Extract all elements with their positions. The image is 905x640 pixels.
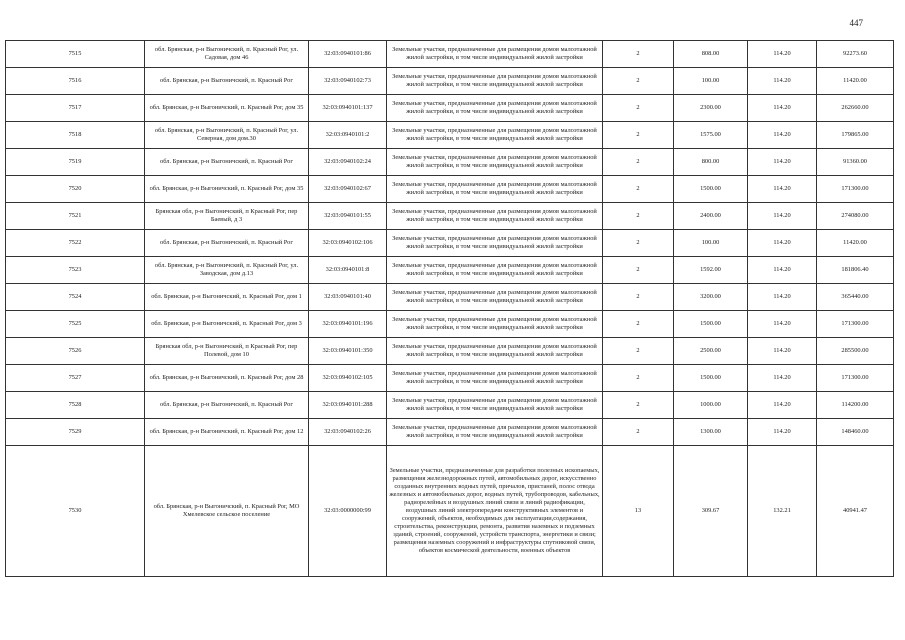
row-number-cell: 7529 xyxy=(6,419,145,446)
land-use-cell: Земельные участки, предназначенные для размещения домов малоэтажной жилой застройки, в том числе индивидуальной жилой застройки xyxy=(387,419,603,446)
area-cell: 309.67 xyxy=(674,446,748,577)
land-use-cell: Земельные участки, предназначенные для размещения домов малоэтажной жилой застройки, в том числе индивидуальной жилой застройки xyxy=(387,257,603,284)
cadastral-value-cell: 179865.00 xyxy=(817,122,894,149)
cadastral-value-cell: 285500.00 xyxy=(817,338,894,365)
specific-value-cell: 114.20 xyxy=(748,230,817,257)
land-use-cell: Земельные участки, предназначенные для размещения домов малоэтажной жилой застройки, в том числе индивидуальной жилой застройки xyxy=(387,365,603,392)
cadastral-number-cell: 32:03:0940101:55 xyxy=(309,203,387,230)
row-number-cell: 7522 xyxy=(6,230,145,257)
cadastral-number-cell: 32:03:0940101:196 xyxy=(309,311,387,338)
address-cell: обл. Брянская, р-н Выгоничский, п. Красный Рог, дом 3 xyxy=(145,311,309,338)
table-row xyxy=(6,203,894,230)
cadastral-value-cell: 171300.00 xyxy=(817,311,894,338)
cadastral-number-cell: 32:03:0940102:106 xyxy=(309,230,387,257)
specific-value-cell: 114.20 xyxy=(748,338,817,365)
group-code-cell: 2 xyxy=(603,338,674,365)
cadastral-value-cell: 274080.00 xyxy=(817,203,894,230)
group-code-cell: 2 xyxy=(603,41,674,68)
address-cell: обл. Брянская, р-н Выгоничский, п. Красный Рог, дом 35 xyxy=(145,95,309,122)
row-number-cell: 7527 xyxy=(6,365,145,392)
address-cell: Брянская обл, р-н Выгоничский, п Красный Рог, пер Полевой, дом 10 xyxy=(145,338,309,365)
group-code-cell: 2 xyxy=(603,284,674,311)
row-number-cell: 7528 xyxy=(6,392,145,419)
address-cell: обл. Брянская, р-н Выгоничский, п. Красный Рог, МО Хмелевское сельское поселение xyxy=(145,446,309,577)
cadastral-number-cell: 32:03:0940101:288 xyxy=(309,392,387,419)
table-row xyxy=(6,95,894,122)
land-use-cell: Земельные участки, предназначенные для размещения домов малоэтажной жилой застройки, в том числе индивидуальной жилой застройки xyxy=(387,68,603,95)
land-use-cell: Земельные участки, предназначенные для размещения домов малоэтажной жилой застройки, в том числе индивидуальной жилой застройки xyxy=(387,230,603,257)
specific-value-cell: 132.21 xyxy=(748,446,817,577)
cadastral-value-cell: 181806.40 xyxy=(817,257,894,284)
cadastral-number-cell: 32:03:0940101:2 xyxy=(309,122,387,149)
cadastral-number-cell: 32:03:0940101:8 xyxy=(309,257,387,284)
group-code-cell: 2 xyxy=(603,122,674,149)
table-row xyxy=(6,338,894,365)
land-use-cell: Земельные участки, предназначенные для размещения домов малоэтажной жилой застройки, в том числе индивидуальной жилой застройки xyxy=(387,176,603,203)
table-row xyxy=(6,68,894,95)
group-code-cell: 2 xyxy=(603,68,674,95)
specific-value-cell: 114.20 xyxy=(748,41,817,68)
row-number-cell: 7516 xyxy=(6,68,145,95)
area-cell: 800.00 xyxy=(674,149,748,176)
cadastral-value-table xyxy=(5,40,894,577)
group-code-cell: 2 xyxy=(603,419,674,446)
row-number-cell: 7518 xyxy=(6,122,145,149)
area-cell: 1575.00 xyxy=(674,122,748,149)
area-cell: 100.00 xyxy=(674,230,748,257)
group-code-cell: 2 xyxy=(603,176,674,203)
cadastral-number-cell: 32:03:0000000:99 xyxy=(309,446,387,577)
specific-value-cell: 114.20 xyxy=(748,176,817,203)
area-cell: 2500.00 xyxy=(674,338,748,365)
address-cell: обл. Брянская, р-н Выгоничский, п. Красный Рог, дом 12 xyxy=(145,419,309,446)
area-cell: 1500.00 xyxy=(674,311,748,338)
address-cell: обл. Брянская, р-н Выгоничский, п. Красный Рог xyxy=(145,149,309,176)
area-cell: 808.00 xyxy=(674,41,748,68)
area-cell: 1592.00 xyxy=(674,257,748,284)
land-use-cell: Земельные участки, предназначенные для размещения домов малоэтажной жилой застройки, в том числе индивидуальной жилой застройки xyxy=(387,311,603,338)
table-row xyxy=(6,176,894,203)
row-number-cell: 7526 xyxy=(6,338,145,365)
cadastral-number-cell: 32:03:0940101:137 xyxy=(309,95,387,122)
cadastral-number-cell: 32:03:0940101:40 xyxy=(309,284,387,311)
group-code-cell: 2 xyxy=(603,203,674,230)
table-row xyxy=(6,230,894,257)
cadastral-value-cell: 365440.00 xyxy=(817,284,894,311)
land-use-cell: Земельные участки, предназначенные для размещения домов малоэтажной жилой застройки, в том числе индивидуальной жилой застройки xyxy=(387,41,603,68)
table-row xyxy=(6,392,894,419)
table-body xyxy=(6,41,894,577)
group-code-cell: 2 xyxy=(603,230,674,257)
specific-value-cell: 114.20 xyxy=(748,257,817,284)
land-use-cell: Земельные участки, предназначенные для разработки полезных ископаемых, размещения железнодорожных путей, автомобильных дорог, искусственно созданных внутренних водных путей, причалов, пристаней, полос отвода железных и автомобильных дорог, водных путей, трубопроводов, кабельных, радиорелейных и воздушных линий связи и линий радиофикации, воздушных линий электропередачи конструктивных элементов и сооружений, объектов, необходимых для эксплуатации,содержания, строительства, реконструкции, ремонта, развития наземных и подземных зданий, строений, сооружений, устройств транспорта, энергетики и связи; размещения наземных сооружений и инфраструктуры спутниковой связи, объектов космической деятельности, военных объектов xyxy=(387,446,603,577)
cadastral-number-cell: 32:03:0940102:67 xyxy=(309,176,387,203)
table-row xyxy=(6,419,894,446)
specific-value-cell: 114.20 xyxy=(748,122,817,149)
row-number-cell: 7521 xyxy=(6,203,145,230)
row-number-cell: 7530 xyxy=(6,446,145,577)
row-number-cell: 7519 xyxy=(6,149,145,176)
cadastral-value-cell: 91360.00 xyxy=(817,149,894,176)
row-number-cell: 7517 xyxy=(6,95,145,122)
address-cell: обл. Брянская, р-н Выгоничский, п. Красный Рог xyxy=(145,68,309,95)
cadastral-number-cell: 32:03:0940101:86 xyxy=(309,41,387,68)
land-use-cell: Земельные участки, предназначенные для размещения домов малоэтажной жилой застройки, в том числе индивидуальной жилой застройки xyxy=(387,338,603,365)
cadastral-number-cell: 32:03:0940102:24 xyxy=(309,149,387,176)
cadastral-number-cell: 32:03:0940102:105 xyxy=(309,365,387,392)
address-cell: обл. Брянская, р-н Выгоничский, п. Красный Рог, ул. Садовая, дом 46 xyxy=(145,41,309,68)
cadastral-value-cell: 11420.00 xyxy=(817,230,894,257)
group-code-cell: 2 xyxy=(603,365,674,392)
area-cell: 2400.00 xyxy=(674,203,748,230)
table-row xyxy=(6,365,894,392)
specific-value-cell: 114.20 xyxy=(748,95,817,122)
address-cell: обл. Брянская, р-н Выгоничский, п. Красный Рог xyxy=(145,392,309,419)
cadastral-value-cell: 171300.00 xyxy=(817,365,894,392)
land-use-cell: Земельные участки, предназначенные для размещения домов малоэтажной жилой застройки, в том числе индивидуальной жилой застройки xyxy=(387,203,603,230)
table-row xyxy=(6,284,894,311)
address-cell: обл. Брянская, р-н Выгоничский, п. Красный Рог xyxy=(145,230,309,257)
specific-value-cell: 114.20 xyxy=(748,284,817,311)
group-code-cell: 2 xyxy=(603,149,674,176)
address-cell: обл. Брянская, р-н Выгоничский, п. Красный Рог, дом 35 xyxy=(145,176,309,203)
area-cell: 1300.00 xyxy=(674,419,748,446)
cadastral-number-cell: 32:03:0940102:26 xyxy=(309,419,387,446)
address-cell: обл. Брянская, р-н Выгоничский, п. Красный Рог, ул. Северная, дом дом.30 xyxy=(145,122,309,149)
row-number-cell: 7524 xyxy=(6,284,145,311)
area-cell: 2300.00 xyxy=(674,95,748,122)
cadastral-value-cell: 148460.00 xyxy=(817,419,894,446)
area-cell: 1000.00 xyxy=(674,392,748,419)
page-number: 447 xyxy=(849,18,863,28)
table-row xyxy=(6,311,894,338)
row-number-cell: 7515 xyxy=(6,41,145,68)
specific-value-cell: 114.20 xyxy=(748,149,817,176)
land-use-cell: Земельные участки, предназначенные для размещения домов малоэтажной жилой застройки, в том числе индивидуальной жилой застройки xyxy=(387,284,603,311)
table-row xyxy=(6,446,894,577)
area-cell: 1500.00 xyxy=(674,176,748,203)
cadastral-number-cell: 32:03:0940102:73 xyxy=(309,68,387,95)
specific-value-cell: 114.20 xyxy=(748,392,817,419)
cadastral-value-cell: 171300.00 xyxy=(817,176,894,203)
area-cell: 1500.00 xyxy=(674,365,748,392)
land-use-cell: Земельные участки, предназначенные для размещения домов малоэтажной жилой застройки, в том числе индивидуальной жилой застройки xyxy=(387,95,603,122)
address-cell: Брянская обл, р-н Выгоничский, п Красный Рог, пер Баевый, д 3 xyxy=(145,203,309,230)
specific-value-cell: 114.20 xyxy=(748,419,817,446)
row-number-cell: 7525 xyxy=(6,311,145,338)
address-cell: обл. Брянская, р-н Выгоничский, п. Красный Рог, дом 28 xyxy=(145,365,309,392)
row-number-cell: 7520 xyxy=(6,176,145,203)
table-row xyxy=(6,41,894,68)
land-use-cell: Земельные участки, предназначенные для размещения домов малоэтажной жилой застройки, в том числе индивидуальной жилой застройки xyxy=(387,122,603,149)
specific-value-cell: 114.20 xyxy=(748,311,817,338)
cadastral-value-cell: 11420.00 xyxy=(817,68,894,95)
cadastral-value-cell: 262660.00 xyxy=(817,95,894,122)
land-use-cell: Земельные участки, предназначенные для размещения домов малоэтажной жилой застройки, в том числе индивидуальной жилой застройки xyxy=(387,392,603,419)
area-cell: 100.00 xyxy=(674,68,748,95)
address-cell: обл. Брянская, р-н Выгоничский, п. Красный Рог, ул. Заводская, дом д.13 xyxy=(145,257,309,284)
cadastral-value-cell: 114200.00 xyxy=(817,392,894,419)
table-row xyxy=(6,257,894,284)
area-cell: 3200.00 xyxy=(674,284,748,311)
table-row xyxy=(6,122,894,149)
specific-value-cell: 114.20 xyxy=(748,365,817,392)
group-code-cell: 2 xyxy=(603,257,674,284)
table-row xyxy=(6,149,894,176)
group-code-cell: 2 xyxy=(603,95,674,122)
cadastral-value-cell: 92273.60 xyxy=(817,41,894,68)
group-code-cell: 13 xyxy=(603,446,674,577)
row-number-cell: 7523 xyxy=(6,257,145,284)
cadastral-value-cell: 40941.47 xyxy=(817,446,894,577)
cadastral-number-cell: 32:03:0940101:350 xyxy=(309,338,387,365)
group-code-cell: 2 xyxy=(603,311,674,338)
group-code-cell: 2 xyxy=(603,392,674,419)
land-use-cell: Земельные участки, предназначенные для размещения домов малоэтажной жилой застройки, в том числе индивидуальной жилой застройки xyxy=(387,149,603,176)
address-cell: обл. Брянская, р-н Выгоничский, п. Красный Рог, дом 1 xyxy=(145,284,309,311)
specific-value-cell: 114.20 xyxy=(748,68,817,95)
specific-value-cell: 114.20 xyxy=(748,203,817,230)
